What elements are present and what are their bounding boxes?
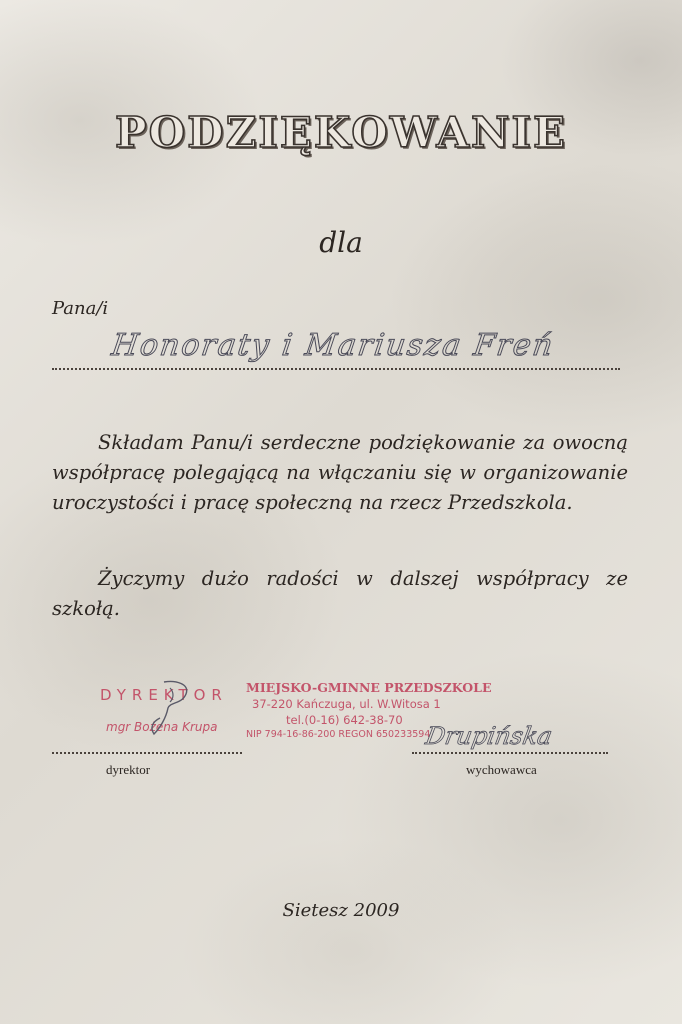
- place-and-year: Sietesz 2009: [282, 900, 400, 921]
- director-signature: [130, 678, 200, 738]
- addressee-label: Pana/i: [52, 298, 109, 319]
- teacher-label: wychowawca: [466, 762, 537, 777]
- teacher-signature: Drupińska: [423, 722, 555, 750]
- director-stamp-name: mgr Bożena Krupa: [106, 720, 218, 734]
- thank-you-paragraph: Składam Panu/i serdeczne podziękowanie za owocną współpracę polegającą na włączaniu się w organizowanie uroczystości i pracę społeczną na rzecz Przedszkola.: [52, 431, 628, 514]
- for-word: dla: [319, 226, 363, 259]
- director-stamp-title: DYREKTOR: [100, 686, 228, 704]
- stamp-org-name: MIEJSKO-GMINNE PRZEDSZKOLE: [246, 680, 492, 695]
- stamp-org-phone: tel.(0-16) 642-38-70: [286, 713, 403, 727]
- certificate-title: PODZIĘKOWANIE: [115, 108, 567, 157]
- director-label: dyrektor: [106, 762, 151, 777]
- addressee-handwritten-name: Honoraty i Mariusza Freń: [109, 328, 557, 363]
- wishes-paragraph: Życzymy dużo radości w dalszej współpracy ze szkołą.: [52, 567, 628, 620]
- stamp-org-address: 37-220 Kańczuga, ul. W.Witosa 1: [252, 697, 441, 711]
- kindergarten-stamp: [246, 680, 492, 740]
- stamp-org-ids: NIP 794-16-86-200 REGON 650233594: [246, 729, 431, 740]
- director-signature-line: [52, 746, 242, 754]
- addressee-dotted-line: [52, 362, 620, 370]
